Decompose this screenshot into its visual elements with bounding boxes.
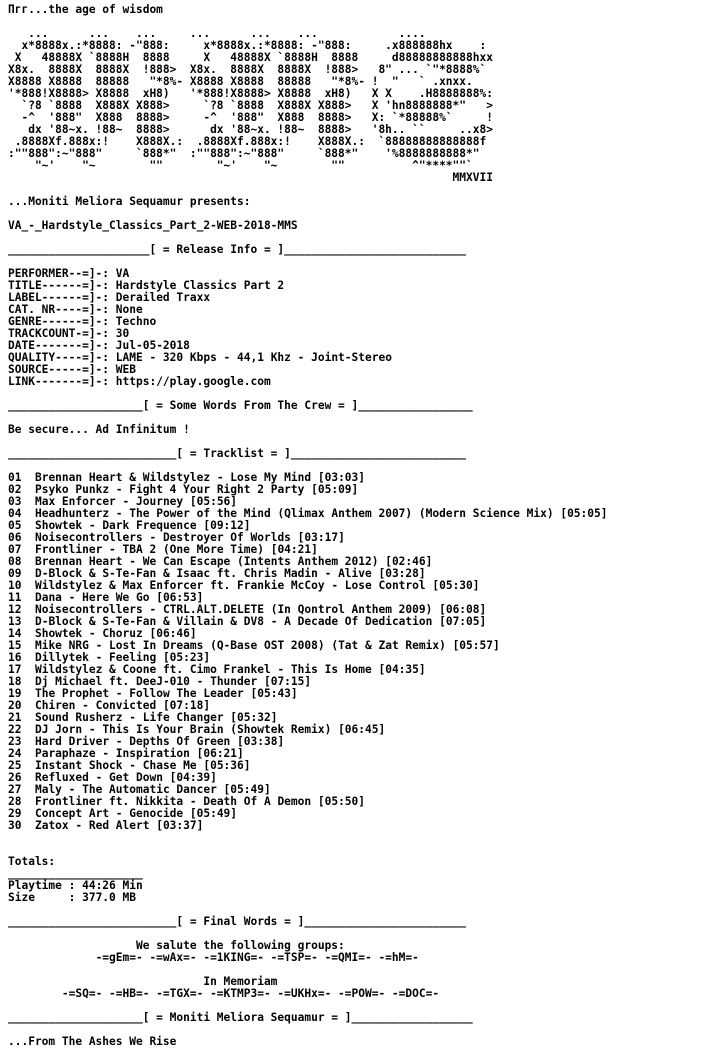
track-title: D-Block & S-Te-Fan & Villain & DV8 - A Decade Of Dedication [07:05] [34, 615, 487, 628]
track-number: 24 [8, 747, 22, 760]
track-number: 16 [8, 651, 22, 664]
ascii-logo-line: MMXVII [8, 171, 493, 184]
info-value: None [115, 303, 143, 316]
track-number: 27 [8, 783, 22, 796]
track-title: Brennan Heart & Wildstylez - Lose My Mind [03:03] [34, 471, 366, 484]
track-title: Noisecontrollers - Destroyer Of Worlds [03:17] [34, 531, 345, 544]
memoriam-groups: -=SQ=- -=HB=- -=TGX=- -=KTMP3=- -=UKHx=- -=POW=- -=DOC=- [61, 987, 440, 1000]
track-title: Showtek - Choruz [06:46] [34, 627, 197, 640]
track-title: Psyko Punkz - Fight 4 Your Right 2 Party [05:09] [34, 483, 359, 496]
track-row [8, 819, 203, 832]
track-number: 05 [8, 519, 22, 532]
track-number: 20 [8, 699, 22, 712]
totals-underline: ____________________ [8, 867, 143, 880]
presents-line: ...Moniti Meliora Sequamur presents: [8, 195, 251, 208]
info-key: LINK-------=]-: [8, 375, 116, 388]
track-title: Zatox - Red Alert [03:37] [34, 819, 204, 832]
track-title: Noisecontrollers - CTRL.ALT.DELETE (In Qontrol Anthem 2009) [06:08] [34, 603, 487, 616]
ascii-logo-line: "~' "~ "" "~' "~ "" ^"****""` [8, 159, 473, 172]
info-value: Jul-05-2018 [115, 339, 190, 352]
track-number: 11 [8, 591, 22, 604]
release-name: VA_-_Hardstyle_Classics_Part_2-WEB-2018-MMS [8, 219, 298, 232]
memoriam-title: In Memoriam [203, 975, 278, 988]
info-value: Techno [115, 315, 157, 328]
track-title: Maly - The Automatic Dancer [05:49] [34, 783, 271, 796]
info-key: CAT. NR----=]-: [8, 303, 116, 316]
release-info-divider: _____________________[ = Release Info = ]___________________________ [8, 243, 467, 256]
info-key: GENRE------=]-: [8, 315, 116, 328]
ascii-logo-line: ... ... ... ... ... ... .... [8, 27, 426, 40]
track-title: Dj Michael ft. DeeJ-010 - Thunder [07:15] [34, 675, 312, 688]
track-number: 15 [8, 639, 22, 652]
ascii-logo-line: `?8 `8888 X888X X888> `?8 `8888 X888X X888> X 'hn8888888*" > [8, 99, 493, 112]
totals-value: 377.0 MB [82, 891, 136, 904]
info-key: SOURCE-----=]-: [8, 363, 116, 376]
info-key: QUALITY----=]-: [8, 351, 116, 364]
track-number: 25 [8, 759, 22, 772]
track-number: 18 [8, 675, 22, 688]
info-value: https://play.google.com [115, 375, 271, 388]
track-number: 01 [8, 471, 22, 484]
track-title: Wildstylez & Coone ft. Cimo Frankel - This Is Home [04:35] [34, 663, 426, 676]
track-number: 10 [8, 579, 22, 592]
track-title: Mike NRG - Lost In Dreams (Q-Base OST 2008) (Tat & Zat Remix) [05:57] [34, 639, 500, 652]
track-number: 28 [8, 795, 22, 808]
ascii-logo-line: X 48888X `8888H 8888 X 48888X `8888H 8888 d88888888888hxx [8, 51, 493, 64]
track-number: 13 [8, 615, 22, 628]
totals-value: 44:26 Min [82, 879, 143, 892]
crew-words: Be secure... Ad Infinitum ! [8, 423, 190, 436]
ascii-logo [8, 27, 493, 184]
salute-groups: -=gEm=- -=wAx=- -=1KING=- -=TSP=- -=QMI=- -=hM=- [95, 951, 419, 964]
track-title: Brennan Heart - We Can Escape (Intents Anthem 2012) [02:46] [34, 555, 433, 568]
ascii-logo-line: X8888 X8888 88888 "*8%- X8888 X8888 88888 "*8%- ! " ` .xnxx. [8, 75, 473, 88]
track-number: 21 [8, 711, 22, 724]
track-number: 29 [8, 807, 22, 820]
track-title: Dillytek - Feeling [05:23] [34, 651, 211, 664]
info-value: Derailed Traxx [115, 291, 211, 304]
info-key: LABEL------=]-: [8, 291, 116, 304]
track-number: 22 [8, 723, 22, 736]
ascii-logo-line: X8x. 8888X 8888X !888> X8x. 8888X 8888X !888> 8" ... `"*8888%` [8, 63, 487, 76]
track-number: 19 [8, 687, 22, 700]
release-info-link [8, 375, 271, 388]
track-title: The Prophet - Follow The Leader [05:43] [34, 687, 298, 700]
track-title: D-Block & S-Te-Fan & Isaac ft. Chris Madin - Alive [03:28] [34, 567, 426, 580]
info-key: TITLE------=]-: [8, 279, 116, 292]
info-value: 30 [115, 327, 130, 340]
totals-size [8, 891, 136, 904]
track-title: Sound Rusherz - Life Changer [05:32] [34, 711, 278, 724]
track-title: Concept Art - Genocide [05:49] [34, 807, 238, 820]
crew-divider: ____________________[ = Some Words From The Crew = ]_________________ [8, 399, 473, 412]
track-title: DJ Jorn - This Is Your Brain (Showtek Remix) [06:45] [34, 723, 386, 736]
track-title: Wildstylez & Max Enforcer ft. Frankie McCoy - Lose Control [05:30] [34, 579, 480, 592]
track-number: 26 [8, 771, 22, 784]
ascii-logo-line: .8888Xf.888x:! X888X.: .8888Xf.888x:! X888X.: `88888888888888f [8, 135, 487, 148]
info-key: TRACKCOUNT-=]-: [8, 327, 116, 340]
track-title: Paraphaze - Inspiration [06:21] [34, 747, 244, 760]
track-title: Frontliner ft. Nikkita - Death Of A Demon [05:50] [34, 795, 366, 808]
ascii-logo-line: x*8888x.:*8888: -"888: x*8888x.:*8888: -"888: .x888888hx : [8, 39, 487, 52]
totals-key: Size : [8, 891, 83, 904]
track-number: 03 [8, 495, 22, 508]
track-list [8, 471, 607, 832]
track-title: Chiren - Convicted [07:18] [34, 699, 211, 712]
header-line: Пгг...the age of wisdom [8, 3, 163, 16]
track-title: Headhunterz - The Power of the Mind (Qlimax Anthem 2007) (Modern Science Mix) [05:05] [34, 507, 608, 520]
totals-key: Playtime : [8, 879, 83, 892]
track-title: Frontliner - TBA 2 (One More Time) [04:21] [34, 543, 318, 556]
tracklist-divider: _________________________[ = Tracklist = ]__________________________ [8, 447, 467, 460]
ascii-logo-line: dx '88~x. !88~ 8888> dx '88~x. !88~ 8888> '8h.. `` ..x8> [8, 123, 493, 136]
info-value: Hardstyle Classics Part 2 [115, 279, 285, 292]
track-title: Max Enforcer - Journey [05:56] [34, 495, 238, 508]
track-number: 17 [8, 663, 22, 676]
track-number: 14 [8, 627, 22, 640]
track-title: Showtek - Dark Frequence [09:12] [34, 519, 251, 532]
info-key: DATE-------=]-: [8, 339, 116, 352]
ascii-logo-line: :""888":~"888" `888*" :""888":~"888" `888*" '%8888888888*" [8, 147, 480, 160]
track-number: 06 [8, 531, 22, 544]
track-title: Refluxed - Get Down [04:39] [34, 771, 217, 784]
final-words-divider: _________________________[ = Final Words = ]________________________ [8, 915, 467, 928]
track-number: 30 [8, 819, 22, 832]
track-number: 09 [8, 567, 22, 580]
track-number: 08 [8, 555, 22, 568]
track-number: 23 [8, 735, 22, 748]
track-number: 02 [8, 483, 22, 496]
ascii-logo-line: '*888!X8888> X8888 xH8) '*888!X8888> X8888 xH8) X X .H8888888%: [8, 87, 493, 100]
info-value: WEB [115, 363, 136, 376]
salute-title: We salute the following groups: [135, 939, 345, 952]
track-number: 04 [8, 507, 22, 520]
track-number: 07 [8, 543, 22, 556]
info-value: VA [115, 267, 130, 280]
ascii-logo-line: -^ '888" X888 8888> -^ '888" X888 8888> X: `*88888%` ! [8, 111, 493, 124]
footer-divider: ____________________[ = Moniti Meliora Sequamur = ]__________________ [8, 1011, 473, 1024]
totals-label: Totals: [8, 855, 56, 868]
track-title: Instant Shock - Chase Me [05:36] [34, 759, 251, 772]
track-number: 12 [8, 603, 22, 616]
track-title: Hard Driver - Depths Of Green [03:38] [34, 735, 285, 748]
info-key: PERFORMER--=]-: [8, 267, 116, 280]
track-title: Dana - Here We Go [06:53] [34, 591, 204, 604]
footer-line: ...From The Ashes We Rise [8, 1035, 177, 1048]
info-value: LAME - 320 Kbps - 44,1 Khz - Joint-Stereo [115, 351, 392, 364]
